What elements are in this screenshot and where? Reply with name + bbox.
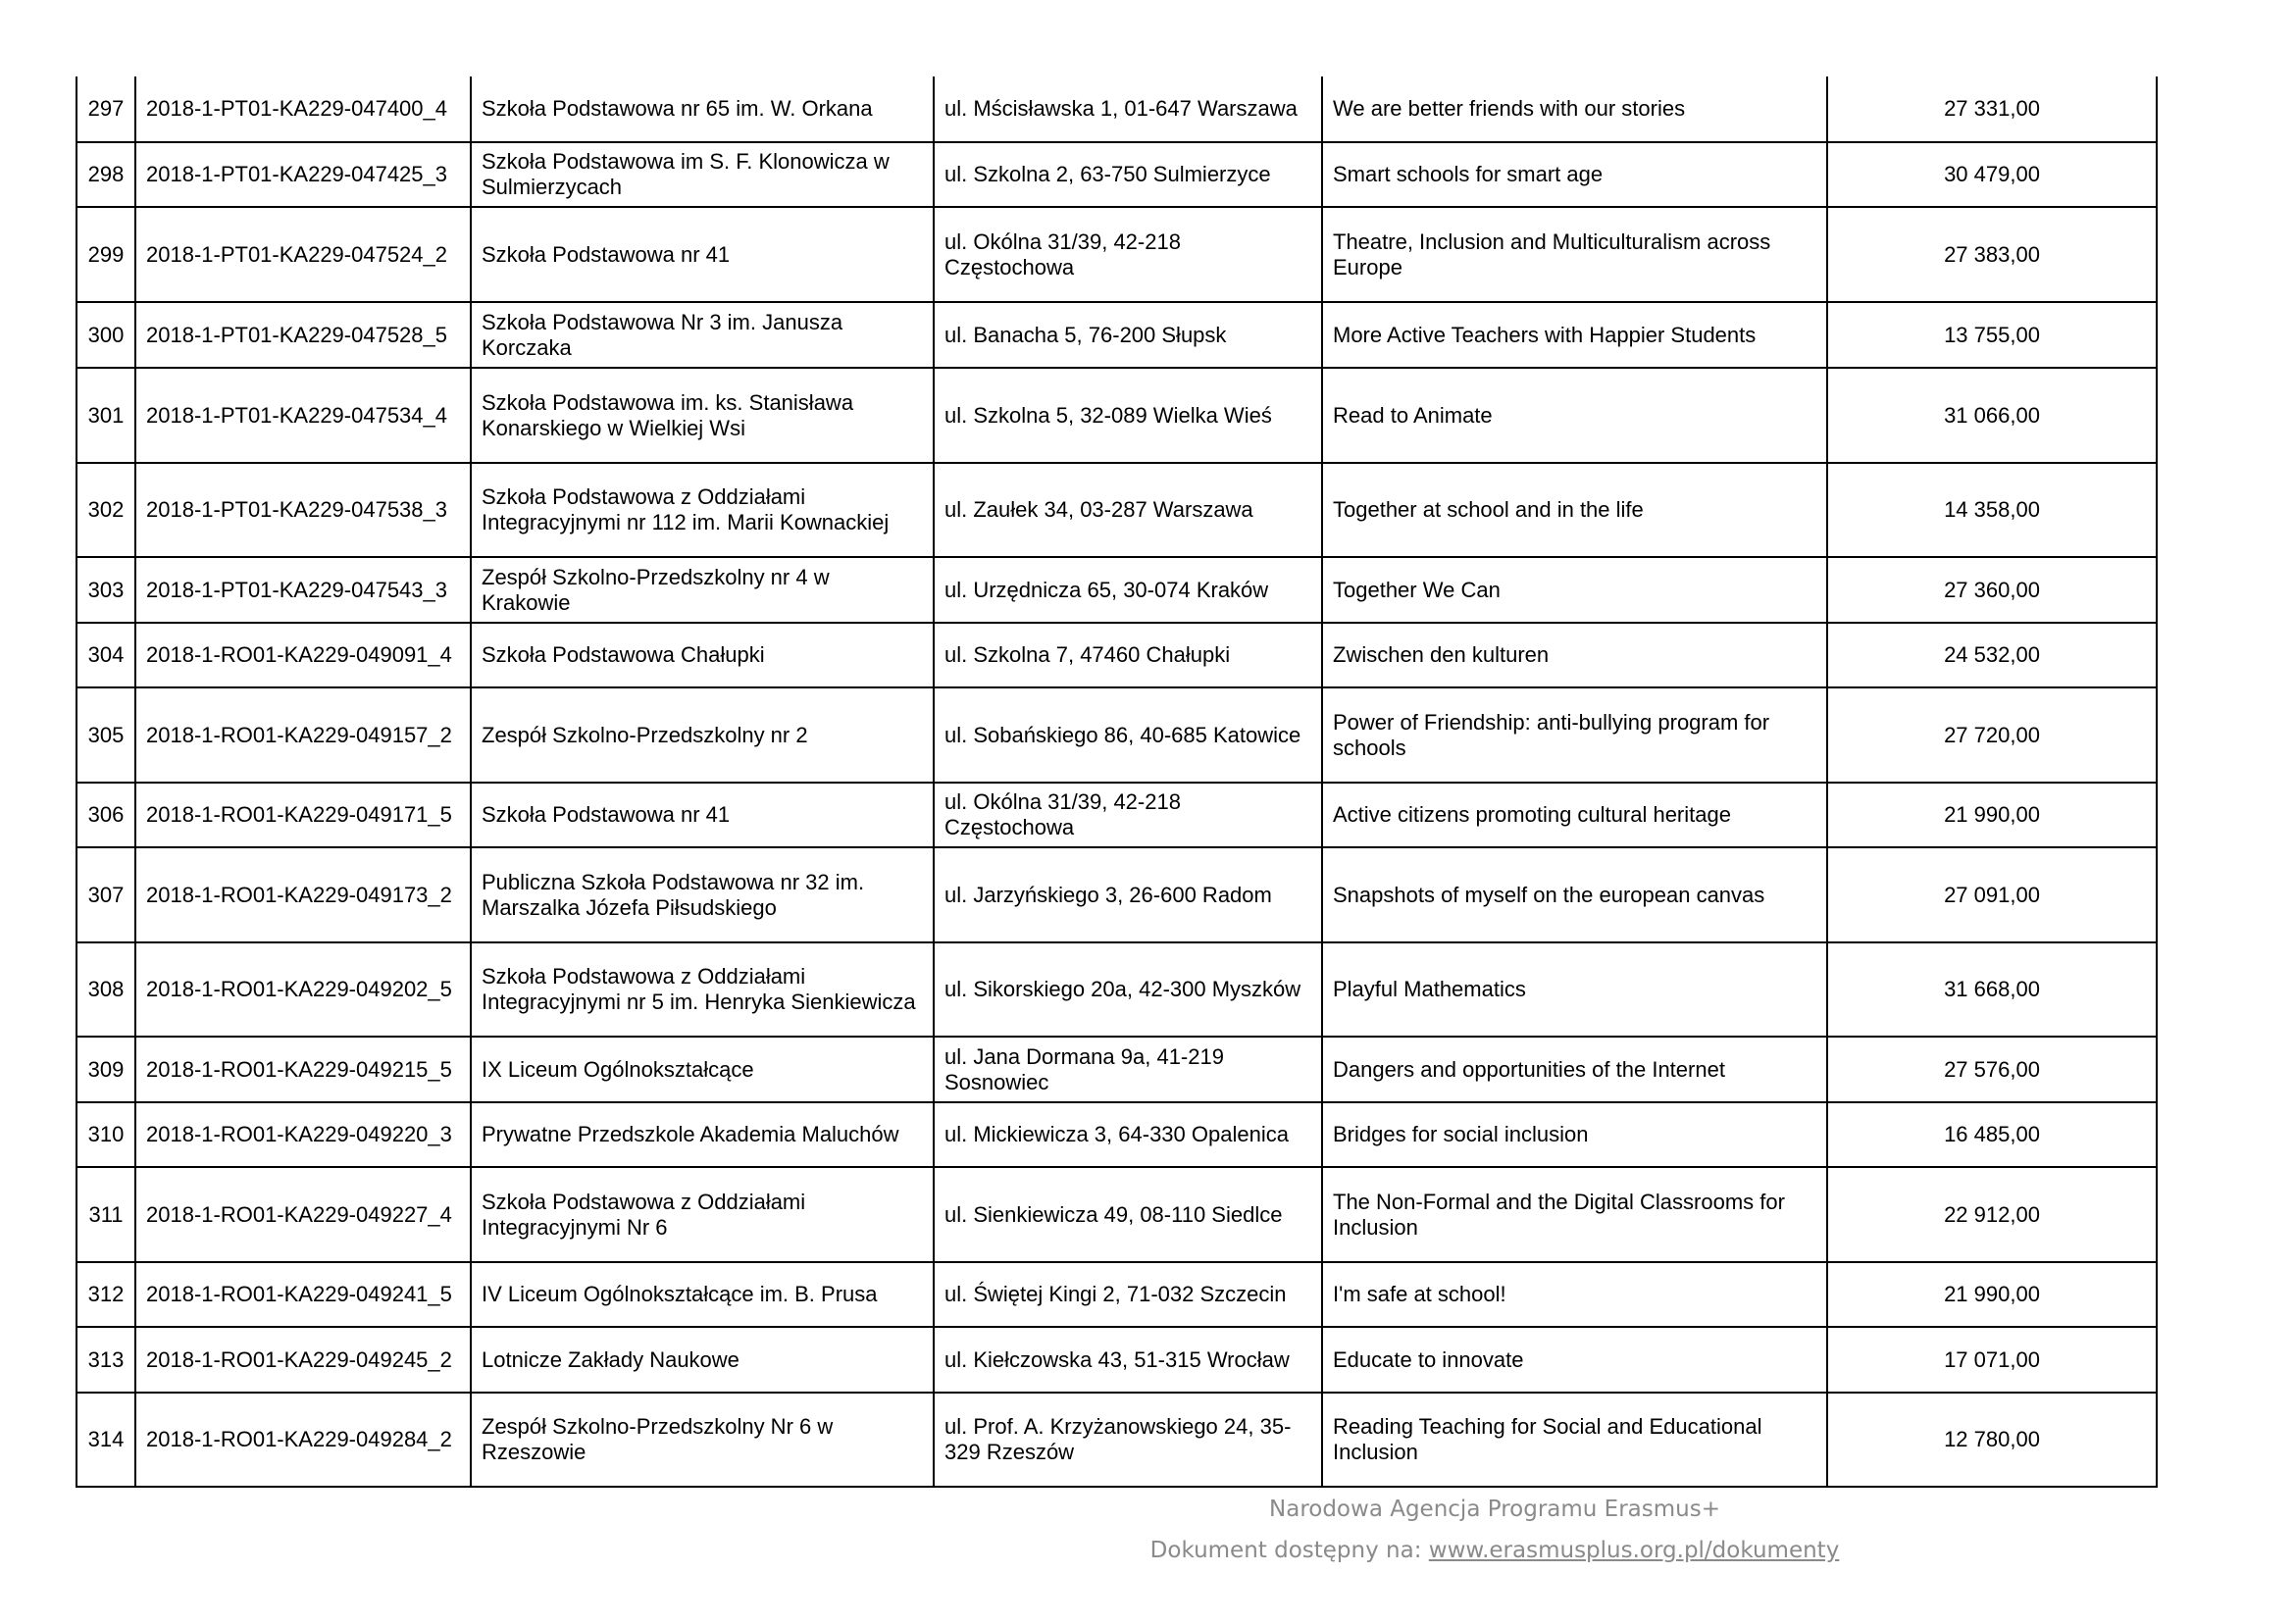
grant-amount: 27 091,00 (1827, 847, 2157, 942)
row-number: 297 (76, 76, 135, 142)
project-code: 2018-1-RO01-KA229-049284_2 (135, 1393, 471, 1487)
grant-amount: 31 066,00 (1827, 368, 2157, 463)
project-code: 2018-1-RO01-KA229-049173_2 (135, 847, 471, 942)
table-row (76, 1037, 2157, 1102)
grant-amount: 31 668,00 (1827, 942, 2157, 1037)
project-title: Together We Can (1322, 557, 1827, 623)
grant-amount: 27 576,00 (1827, 1037, 2157, 1102)
project-title: We are better friends with our stories (1322, 76, 1827, 142)
grant-amount: 13 755,00 (1827, 302, 2157, 368)
project-title: Dangers and opportunities of the Internet (1322, 1037, 1827, 1102)
table-row (76, 1327, 2157, 1393)
table-row (76, 76, 2157, 142)
project-title: Reading Teaching for Social and Educational Inclusion (1322, 1393, 1827, 1487)
project-code: 2018-1-RO01-KA229-049091_4 (135, 623, 471, 687)
institution-address: ul. Jarzyńskiego 3, 26-600 Radom (934, 847, 1322, 942)
institution-name: Szkoła Podstawowa z Oddziałami Integracyjnymi Nr 6 (471, 1167, 934, 1262)
grant-amount: 21 990,00 (1827, 1262, 2157, 1327)
table-row (76, 847, 2157, 942)
table-row (76, 1262, 2157, 1327)
institution-name: Zespół Szkolno-Przedszkolny Nr 6 w Rzeszowie (471, 1393, 934, 1487)
grant-amount: 24 532,00 (1827, 623, 2157, 687)
footer-agency: Narodowa Agencja Programu Erasmus+ (1269, 1497, 1720, 1522)
footer-available-label: Dokument dostępny na: (1149, 1538, 1429, 1563)
row-number: 303 (76, 557, 135, 623)
row-number: 310 (76, 1102, 135, 1167)
institution-address: ul. Prof. A. Krzyżanowskiego 24, 35-329 Rzeszów (934, 1393, 1322, 1487)
project-title: I'm safe at school! (1322, 1262, 1827, 1327)
project-code: 2018-1-RO01-KA229-049241_5 (135, 1262, 471, 1327)
project-title: Smart schools for smart age (1322, 142, 1827, 207)
institution-name: Szkoła Podstawowa im. ks. Stanisława Konarskiego w Wielkiej Wsi (471, 368, 934, 463)
row-number: 308 (76, 942, 135, 1037)
table-row (76, 687, 2157, 783)
grant-amount: 14 358,00 (1827, 463, 2157, 557)
table-row (76, 942, 2157, 1037)
project-code: 2018-1-PT01-KA229-047543_3 (135, 557, 471, 623)
table-row (76, 463, 2157, 557)
grant-amount: 17 071,00 (1827, 1327, 2157, 1393)
institution-address: ul. Kiełczowska 43, 51-315 Wrocław (934, 1327, 1322, 1393)
project-code: 2018-1-PT01-KA229-047534_4 (135, 368, 471, 463)
institution-address: ul. Szkolna 2, 63-750 Sulmierzyce (934, 142, 1322, 207)
row-number: 306 (76, 783, 135, 847)
institution-name: Publiczna Szkoła Podstawowa nr 32 im. Marszalka Józefa Piłsudskiego (471, 847, 934, 942)
institution-address: ul. Sobańskiego 86, 40-685 Katowice (934, 687, 1322, 783)
institution-address: ul. Okólna 31/39, 42-218 Częstochowa (934, 207, 1322, 302)
project-code: 2018-1-PT01-KA229-047400_4 (135, 76, 471, 142)
documents-link[interactable]: www.erasmusplus.org.pl/dokumenty (1428, 1538, 1840, 1563)
grant-amount: 27 383,00 (1827, 207, 2157, 302)
project-title: Power of Friendship: anti-bullying program for schools (1322, 687, 1827, 783)
institution-name: Szkoła Podstawowa Nr 3 im. Janusza Korczaka (471, 302, 934, 368)
institution-address: ul. Świętej Kingi 2, 71-032 Szczecin (934, 1262, 1322, 1327)
institution-name: Szkoła Podstawowa Chałupki (471, 623, 934, 687)
institution-name: Prywatne Przedszkole Akademia Maluchów (471, 1102, 934, 1167)
institution-address: ul. Mickiewicza 3, 64-330 Opalenica (934, 1102, 1322, 1167)
institution-name: Lotnicze Zakłady Naukowe (471, 1327, 934, 1393)
grant-amount: 21 990,00 (1827, 783, 2157, 847)
institution-address: ul. Zaułek 34, 03-287 Warszawa (934, 463, 1322, 557)
grants-table-body (76, 76, 2157, 1487)
project-code: 2018-1-RO01-KA229-049171_5 (135, 783, 471, 847)
grant-amount: 27 331,00 (1827, 76, 2157, 142)
project-title: Playful Mathematics (1322, 942, 1827, 1037)
row-number: 314 (76, 1393, 135, 1487)
project-code: 2018-1-RO01-KA229-049245_2 (135, 1327, 471, 1393)
project-title: Zwischen den kulturen (1322, 623, 1827, 687)
institution-name: Szkoła Podstawowa nr 65 im. W. Orkana (471, 76, 934, 142)
institution-address: ul. Mścisławska 1, 01-647 Warszawa (934, 76, 1322, 142)
row-number: 302 (76, 463, 135, 557)
grant-amount: 27 360,00 (1827, 557, 2157, 623)
institution-address: ul. Urzędnicza 65, 30-074 Kraków (934, 557, 1322, 623)
institution-address: ul. Sikorskiego 20a, 42-300 Myszków (934, 942, 1322, 1037)
institution-name: IX Liceum Ogólnokształcące (471, 1037, 934, 1102)
institution-address: ul. Sienkiewicza 49, 08-110 Siedlce (934, 1167, 1322, 1262)
project-title: More Active Teachers with Happier Students (1322, 302, 1827, 368)
institution-name: IV Liceum Ogólnokształcące im. B. Prusa (471, 1262, 934, 1327)
grant-amount: 12 780,00 (1827, 1393, 2157, 1487)
institution-name: Zespół Szkolno-Przedszkolny nr 4 w Krakowie (471, 557, 934, 623)
project-title: Bridges for social inclusion (1322, 1102, 1827, 1167)
table-row (76, 623, 2157, 687)
row-number: 305 (76, 687, 135, 783)
row-number: 313 (76, 1327, 135, 1393)
project-title: Snapshots of myself on the european canvas (1322, 847, 1827, 942)
grant-amount: 16 485,00 (1827, 1102, 2157, 1167)
grant-amount: 27 720,00 (1827, 687, 2157, 783)
grants-table (76, 76, 2158, 1488)
project-code: 2018-1-RO01-KA229-049157_2 (135, 687, 471, 783)
table-row (76, 302, 2157, 368)
project-title: Read to Animate (1322, 368, 1827, 463)
project-title: Together at school and in the life (1322, 463, 1827, 557)
institution-name: Szkoła Podstawowa z Oddziałami Integracyjnymi nr 112 im. Marii Kownackiej (471, 463, 934, 557)
project-title: Active citizens promoting cultural heritage (1322, 783, 1827, 847)
row-number: 311 (76, 1167, 135, 1262)
institution-name: Szkoła Podstawowa z Oddziałami Integracyjnymi nr 5 im. Henryka Sienkiewicza (471, 942, 934, 1037)
institution-name: Szkoła Podstawowa im S. F. Klonowicza w Sulmierzycach (471, 142, 934, 207)
row-number: 309 (76, 1037, 135, 1102)
table-row (76, 1102, 2157, 1167)
project-code: 2018-1-RO01-KA229-049220_3 (135, 1102, 471, 1167)
row-number: 312 (76, 1262, 135, 1327)
project-title: Theatre, Inclusion and Multiculturalism across Europe (1322, 207, 1827, 302)
institution-address: ul. Jana Dormana 9a, 41-219 Sosnowiec (934, 1037, 1322, 1102)
project-title: The Non-Formal and the Digital Classrooms for Inclusion (1322, 1167, 1827, 1262)
table-row (76, 142, 2157, 207)
row-number: 299 (76, 207, 135, 302)
grant-amount: 30 479,00 (1827, 142, 2157, 207)
project-code: 2018-1-RO01-KA229-049227_4 (135, 1167, 471, 1262)
project-code: 2018-1-PT01-KA229-047425_3 (135, 142, 471, 207)
project-code: 2018-1-RO01-KA229-049215_5 (135, 1037, 471, 1102)
institution-address: ul. Banacha 5, 76-200 Słupsk (934, 302, 1322, 368)
table-row (76, 783, 2157, 847)
table-row (76, 1393, 2157, 1487)
institution-name: Szkoła Podstawowa nr 41 (471, 207, 934, 302)
table-row (76, 207, 2157, 302)
institution-address: ul. Szkolna 5, 32-089 Wielka Wieś (934, 368, 1322, 463)
footer-availability (0, 1538, 2294, 1563)
table-row (76, 1167, 2157, 1262)
project-code: 2018-1-RO01-KA229-049202_5 (135, 942, 471, 1037)
institution-name: Szkoła Podstawowa nr 41 (471, 783, 934, 847)
project-title: Educate to innovate (1322, 1327, 1827, 1393)
project-code: 2018-1-PT01-KA229-047538_3 (135, 463, 471, 557)
row-number: 301 (76, 368, 135, 463)
project-code: 2018-1-PT01-KA229-047528_5 (135, 302, 471, 368)
table-row (76, 368, 2157, 463)
project-code: 2018-1-PT01-KA229-047524_2 (135, 207, 471, 302)
table-row (76, 557, 2157, 623)
row-number: 300 (76, 302, 135, 368)
row-number: 307 (76, 847, 135, 942)
institution-address: ul. Szkolna 7, 47460 Chałupki (934, 623, 1322, 687)
row-number: 304 (76, 623, 135, 687)
institution-address: ul. Okólna 31/39, 42-218 Częstochowa (934, 783, 1322, 847)
grant-amount: 22 912,00 (1827, 1167, 2157, 1262)
institution-name: Zespół Szkolno-Przedszkolny nr 2 (471, 687, 934, 783)
row-number: 298 (76, 142, 135, 207)
